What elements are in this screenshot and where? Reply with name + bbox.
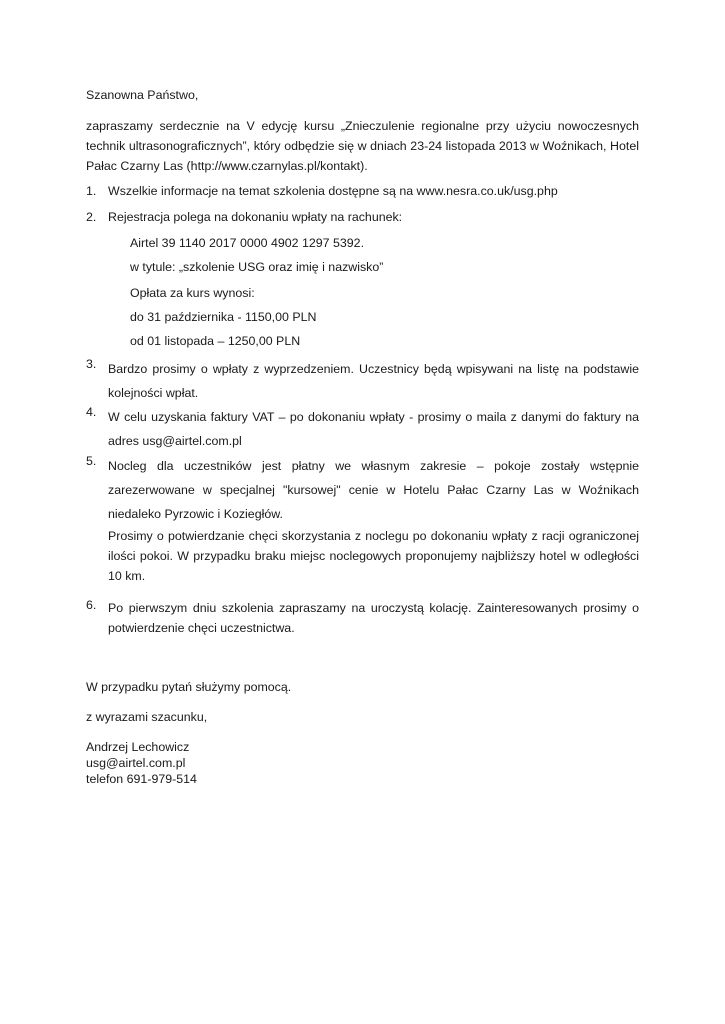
fee-late-line: od 01 listopada – 1250,00 PLN <box>130 334 301 348</box>
list-item-3 <box>86 357 639 401</box>
list-item-1 <box>86 184 639 204</box>
fee-heading-line: Opłata za kurs wynosi: <box>130 286 255 300</box>
closing-line: z wyrazami szacunku, <box>86 710 208 724</box>
list-item-extra-text: Prosimy o potwierdzanie chęci skorzystania z noclegu po dokonaniu wpłaty z racji ograniczonej ilości pokoi. W przypadku braku miejsc noclegowych proponujemy najbliższy hotel w odległości 10 km. <box>108 529 639 583</box>
bank-account-line: Airtel 39 1140 2017 0000 4902 1297 5392. <box>130 236 365 250</box>
list-number: 2. <box>86 210 97 224</box>
signature-name: Andrzej Lechowicz <box>86 740 190 754</box>
greeting: Szanowna Państwo, <box>86 88 199 102</box>
signature-email: usg@airtel.com.pl <box>86 756 186 770</box>
help-line: W przypadku pytań służymy pomocą. <box>86 680 292 694</box>
intro-paragraph: zapraszamy serdecznie na V edycję kursu „Znieczulenie regionalne przy użyciu nowoczesnych technik ultrasonograficznych”, który odbędzie się w dniach 23-24 listopada 2013 w Woźnikach, Hotel Pałac Czarny Las (http://www.czarnylas.pl/kontakt). <box>86 119 639 173</box>
list-item-text: Rejestracja polega na dokonaniu wpłaty na rachunek: <box>108 210 403 224</box>
list-number: 3. <box>86 357 97 371</box>
list-item-2 <box>86 210 639 230</box>
list-number: 6. <box>86 598 97 612</box>
list-item-4 <box>86 405 639 449</box>
list-item-text: Po pierwszym dniu szkolenia zapraszamy na uroczystą kolację. Zainteresowanych prosimy o potwierdzenie chęci uczestnictwa. <box>108 601 639 635</box>
list-item-text: Nocleg dla uczestników jest płatny we własnym zakresie – pokoje zostały wstępnie zarezerwowane w specjalnej "kursowej" cenie w Hotelu Pałac Czarny Las w Woźnikach niedaleko Pyrzowic i Koziegłów. <box>108 459 639 521</box>
list-item-text: W celu uzyskania faktury VAT – po dokonaniu wpłaty - prosimy o maila z danymi do faktury na adres usg@airtel.com.pl <box>108 410 639 448</box>
signature-phone: telefon 691-979-514 <box>86 772 197 786</box>
fee-early-line: do 31 października - 1150,00 PLN <box>130 310 317 324</box>
list-number: 4. <box>86 405 97 419</box>
list-item-6 <box>86 598 639 638</box>
transfer-title-line: w tytule: „szkolenie USG oraz imię i nazwisko” <box>130 260 384 274</box>
list-number: 5. <box>86 454 97 468</box>
list-item-5 <box>86 454 639 583</box>
list-item-text: Wszelkie informacje na temat szkolenia dostępne są na www.nesra.co.uk/usg.php <box>108 184 558 198</box>
list-item-text: Bardzo prosimy o wpłaty z wyprzedzeniem. Uczestnicy będą wpisywani na listę na podstawie kolejności wpłat. <box>108 362 639 400</box>
list-number: 1. <box>86 184 97 198</box>
